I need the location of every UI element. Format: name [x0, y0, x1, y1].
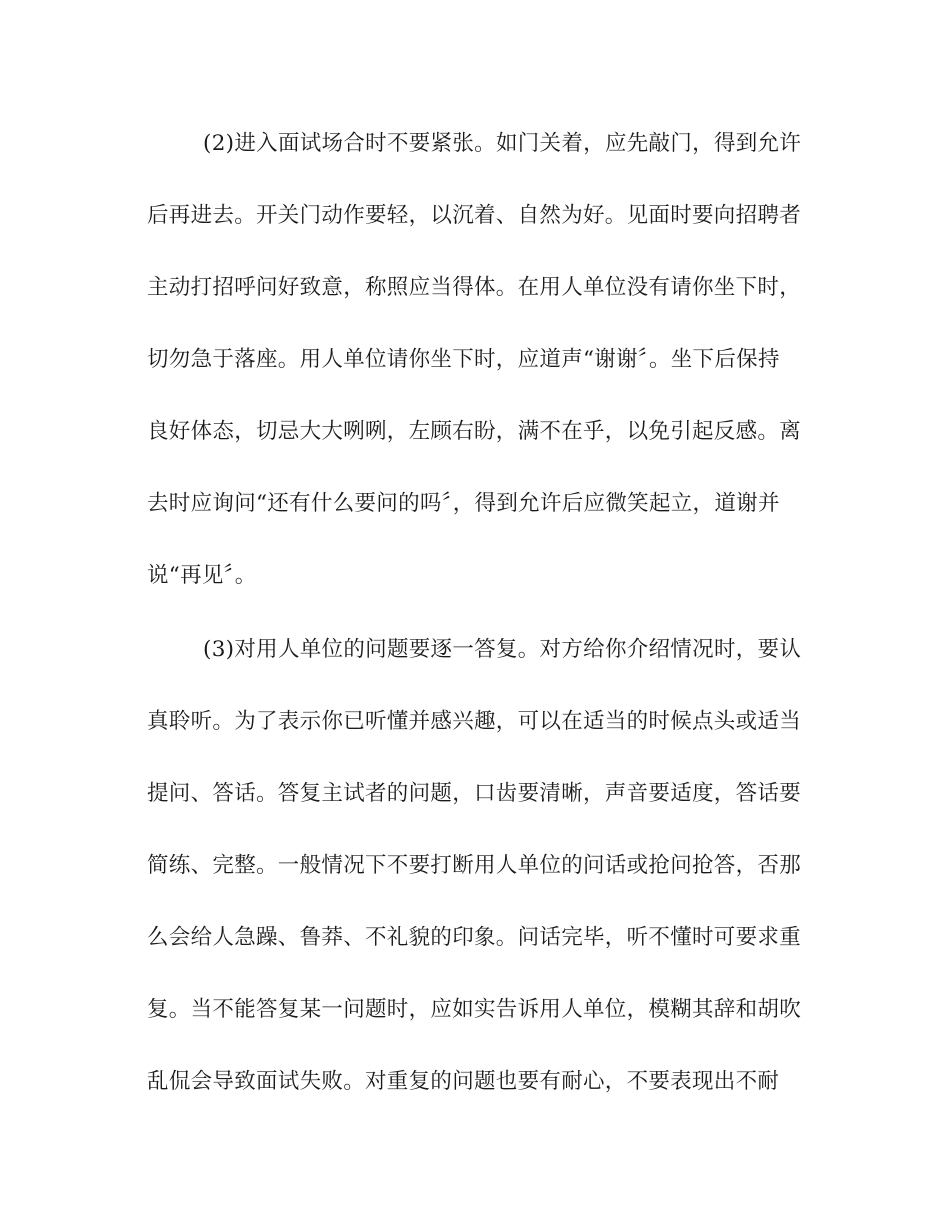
paragraph-2-line-6: 去时应询问“还有什么要问的吗〞，得到允许后应微笑起立，道谢并: [147, 491, 780, 516]
paragraph-3-line-6: 复。当不能答复某一问题时，应如实告诉用人单位，模糊其辞和胡吹: [147, 997, 802, 1022]
paragraph-3-line-5: 么会给人急躁、鲁莽、不礼貌的印象。问话完毕，听不懂时可要求重: [147, 925, 802, 950]
paragraph-3-line-7: 乱侃会导致面试失败。对重复的问题也要有耐心，不要表现出不耐: [147, 1069, 780, 1094]
paragraph-2-line-2: 后再进去。开关门动作要轻，以沉着、自然为好。见面时要向招聘者: [147, 203, 802, 228]
paragraph-3-line-2: 真聆听。为了表示你已听懂并感兴趣，可以在适当的时候点头或适当: [147, 709, 802, 734]
paragraph-2-line-1: (2)进入面试场合时不要紧张。如门关着，应先敲门，得到允许: [203, 131, 802, 156]
paragraph-2-line-3: 主动打招呼问好致意，称照应当得体。在用人单位没有请你坐下时，: [147, 275, 802, 300]
paragraph-2-line-4: 切勿急于落座。用人单位请你坐下时，应道声“谢谢〞。坐下后保持: [147, 347, 780, 372]
paragraph-3-line-4: 简练、完整。一般情况下不要打断用人单位的问话或抢问抢答，否那: [147, 853, 802, 878]
paragraph-2-line-7: 说“再见〞。: [147, 563, 257, 588]
paragraph-2-line-5: 良好体态，切忌大大咧咧，左顾右盼，满不在乎，以免引起反感。离: [147, 419, 802, 444]
paragraph-3-line-3: 提问、答话。答复主试者的问题，口齿要清晰，声音要适度，答话要: [147, 781, 802, 806]
paragraph-3-line-1: (3)对用人单位的问题要逐一答复。对方给你介绍情况时，要认: [203, 637, 802, 662]
